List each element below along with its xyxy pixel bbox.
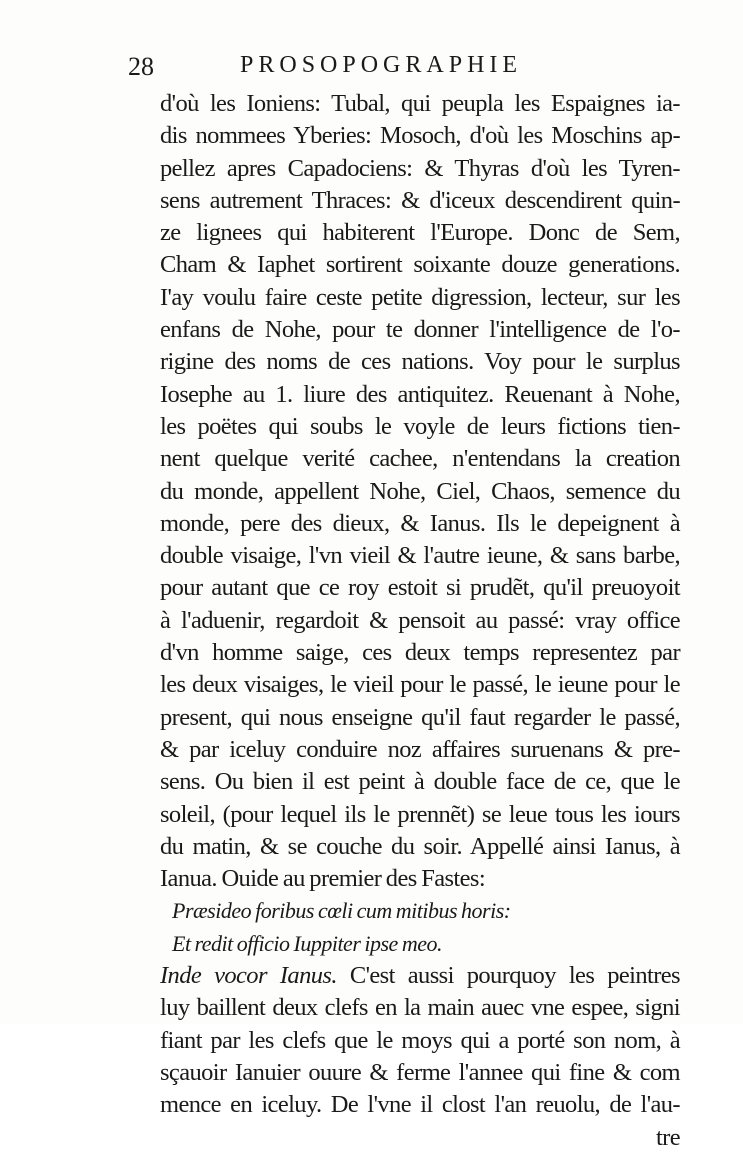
text-line: ze lignees qui habiterent l'Europe. Donc de Sem, [160, 219, 680, 247]
text-line-inde [160, 960, 680, 992]
verse-line: Et redit officio Iuppiter ipse meo. [172, 930, 442, 956]
body-text [160, 88, 680, 1154]
inde-rest: C'est aussi pourquoy les peintres [336, 962, 680, 990]
catchword: tre [655, 1123, 680, 1151]
verse-line: Præsideo foribus cœli cum mitibus horis: [172, 898, 511, 924]
text-line: sens autrement Thraces: & d'iceux descendirent quin- [160, 186, 680, 214]
text-line: d'vn homme saige, ces deux temps representez par [160, 639, 680, 667]
text-line: à l'aduenir, regardoit & pensoit au passé: vray office [160, 606, 680, 634]
text-line: nent quelque verité cachee, n'entendans la creation [160, 445, 680, 473]
text-line: Iosephe au 1. liure des antiquitez. Reuenant à Nohe, [160, 380, 680, 408]
text-line: rigine des noms de ces nations. Voy pour le surplus [160, 348, 680, 376]
text-line: d'où les Ioniens: Tubal, qui peupla les Espaignes ia- [160, 90, 680, 117]
text-line: double visaige, l'vn vieil & l'autre ieune, & sans barbe, [160, 542, 680, 570]
page-header [128, 48, 678, 84]
text-line: du monde, appellent Nohe, Ciel, Chaos, semence du [160, 477, 680, 505]
inde-italic: Inde vocor Ianus. [160, 962, 337, 990]
text-line: & par iceluy conduire noz affaires suruenans & pre- [160, 735, 680, 763]
text-line: mence en iceluy. De l'vne il clost l'an reuolu, de l'au- [160, 1091, 680, 1119]
text-line: fiant par les clefs que le moys qui a porté son nom, à [160, 1026, 680, 1054]
text-line: pellez apres Capadociens: & Thyras d'où les Tyren- [160, 154, 680, 182]
text-line: du matin, & se couche du soir. Appellé ainsi Ianus, à [160, 832, 680, 860]
running-title: PROSOPOGRAPHIE [240, 52, 523, 78]
text-line: Cham & Iaphet sortirent soixante douze generations. [160, 251, 680, 279]
text-line: I'ay voulu faire ceste petite digression, lecteur, sur les [160, 283, 680, 311]
text-line: present, qui nous enseigne qu'il faut regarder le passé, [160, 703, 680, 731]
text-line: monde, pere des dieux, & Ianus. Ils le depeignent à [160, 509, 680, 537]
text-line: dis nommees Yberies: Mosoch, d'où les Moschins ap- [160, 122, 680, 150]
text-line: sens. Ou bien il est peint à double face de ce, que le [160, 768, 680, 796]
text-line: les poëtes qui soubs le voyle de leurs fictions tien- [160, 412, 680, 440]
text-line: sçauoir Ianuier ouure & ferme l'annee qui fine & com [160, 1058, 680, 1086]
text-line: enfans de Nohe, pour te donner l'intelligence de l'o- [160, 316, 680, 344]
text-line: soleil, (pour lequel ils le prennẽt) se leue tous les iours [160, 800, 680, 828]
text-line: les deux visaiges, le vieil pour le passé, le ieune pour le [160, 671, 680, 699]
text-line: luy baillent deux clefs en la main auec vne espee, signi [160, 994, 680, 1022]
text-line: Ianua. Ouide au premier des Fastes: [160, 865, 486, 893]
page-number: 28 [128, 52, 154, 81]
text-line: pour autant que ce roy estoit si prudẽt, qu'il preuoyoit [160, 574, 680, 602]
